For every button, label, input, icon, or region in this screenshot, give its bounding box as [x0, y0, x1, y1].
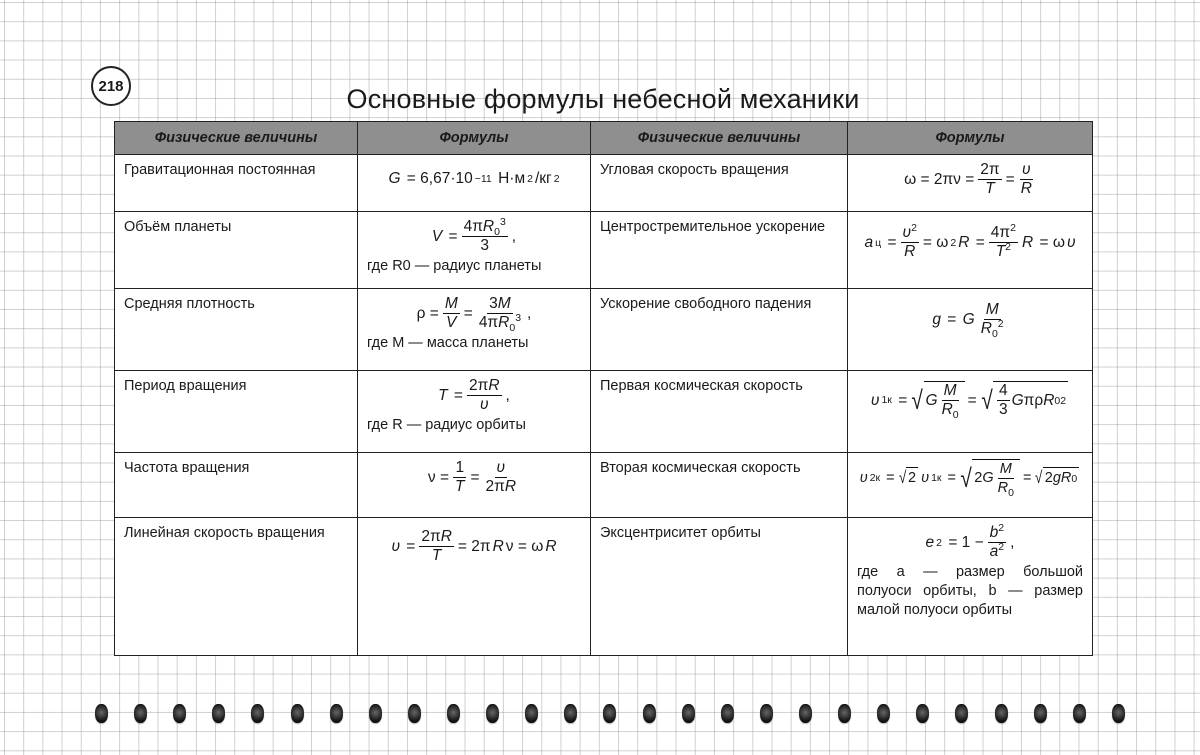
header-formulas-right: Формулы [848, 122, 1093, 155]
note-density: где M — масса планеты [367, 335, 529, 351]
quantity-cell: Линейная скорость вращения [115, 518, 358, 656]
binder-ring [721, 704, 734, 723]
binder-ring [799, 704, 812, 723]
table-row [115, 289, 1093, 371]
formula-gravity-acceleration: g = G $\frac{M}{R_0^2}$ [848, 289, 1093, 371]
binder-ring [447, 704, 460, 723]
binder-ring [1073, 704, 1086, 723]
table-row [115, 371, 1093, 453]
quantity-cell: Средняя плотность [115, 289, 358, 371]
binder-ring [682, 704, 695, 723]
quantity-cell: Эксцентриситет орбиты [591, 518, 848, 656]
table-header-row [115, 122, 1093, 155]
formula-centripetal: a ц = $\frac{\upsilon^2}{R}$ = ω 2 R = $\frac{4\pi^2}{T^2}$ R = ω υ [848, 212, 1093, 289]
table-row [115, 518, 1093, 656]
binder-ring [916, 704, 929, 723]
formula-table [114, 121, 1093, 656]
binder-ring [134, 704, 147, 723]
binder-ring [760, 704, 773, 723]
binder-ring [291, 704, 304, 723]
note-volume: где R0 — радиус планеты [367, 258, 542, 274]
formula-period: T = $\frac{2\pi R}{\upsilon}$ , где R — радиус орбиты [358, 371, 591, 453]
note-period: где R — радиус орбиты [367, 417, 526, 433]
quantity-cell: Центростремительное ускорение [591, 212, 848, 289]
binder-rings [95, 698, 1125, 728]
formula-density: ρ = $\frac{M}{V}$ = $\frac{3M}{4\pi R_0^3}$ , где M — масса планеты [358, 289, 591, 371]
binder-ring [1112, 704, 1125, 723]
formula-second-cosmic-velocity: υ 2к = √ 2 υ 1к = √ 2 G $\frac{M}{R_0}$ = √ 2 gR 0 [848, 453, 1093, 518]
formula-linear-velocity: υ = $\frac{2\pi R}{T}$ = 2π R ν = ω R [358, 518, 591, 656]
formula-gravitational-constant: G = 6,67·10 −11 Н·м 2 /кг 2 [358, 155, 591, 212]
binder-ring [564, 704, 577, 723]
page-number: 218 [91, 66, 131, 106]
quantity-cell: Первая космическая скорость [591, 371, 848, 453]
quantity-cell: Частота вращения [115, 453, 358, 518]
binder-ring [486, 704, 499, 723]
table-row [115, 453, 1093, 518]
quantity-cell: Период вращения [115, 371, 358, 453]
binder-ring [955, 704, 968, 723]
formula-first-cosmic-velocity: υ 1к = √ G $\frac{M}{R_0}$ = √ $\frac{4}{3}$ G πρ R 0 2 [848, 371, 1093, 453]
binder-ring [995, 704, 1008, 723]
header-quantities-left: Физические величины [115, 122, 358, 155]
binder-ring [877, 704, 890, 723]
formula-angular-velocity: ω = 2πν = $\frac{2\pi}{T}$ = $\frac{\upsilon}{R}$ [848, 155, 1093, 212]
formula-volume: V = $\frac{4\pi R_0^3}{3}$ , где R0 — радиус планеты [358, 212, 591, 289]
binder-ring [95, 704, 108, 723]
binder-ring [369, 704, 382, 723]
binder-ring [408, 704, 421, 723]
page-title: Основные формулы небесной механики [346, 84, 860, 114]
binder-ring [173, 704, 186, 723]
note-eccentricity: где a — размер большой полуоси орбиты, b — размер малой полуоси орбиты [857, 564, 1083, 618]
formula-frequency: ν = $\frac{1}{T}$ = $\frac{\upsilon}{2\pi R}$ [358, 453, 591, 518]
binder-ring [212, 704, 225, 723]
binder-ring [251, 704, 264, 723]
binder-ring [1034, 704, 1047, 723]
table-row [115, 212, 1093, 289]
table-row [115, 155, 1093, 212]
binder-ring [330, 704, 343, 723]
quantity-cell: Объём планеты [115, 212, 358, 289]
header-formulas-left: Формулы [358, 122, 591, 155]
header-quantities-right: Физические величины [591, 122, 848, 155]
binder-ring [603, 704, 616, 723]
quantity-cell: Гравитационная постоянная [115, 155, 358, 212]
quantity-cell: Вторая космическая скорость [591, 453, 848, 518]
formula-eccentricity: e 2 = 1 − $\frac{b^2}{a^2}$ , где a — размер большой полуоси орбиты, b — размер малой полуоси орбиты [848, 518, 1093, 656]
binder-ring [643, 704, 656, 723]
quantity-cell: Угловая скорость вращения [591, 155, 848, 212]
quantity-cell: Ускорение свободного падения [591, 289, 848, 371]
binder-ring [838, 704, 851, 723]
binder-ring [525, 704, 538, 723]
